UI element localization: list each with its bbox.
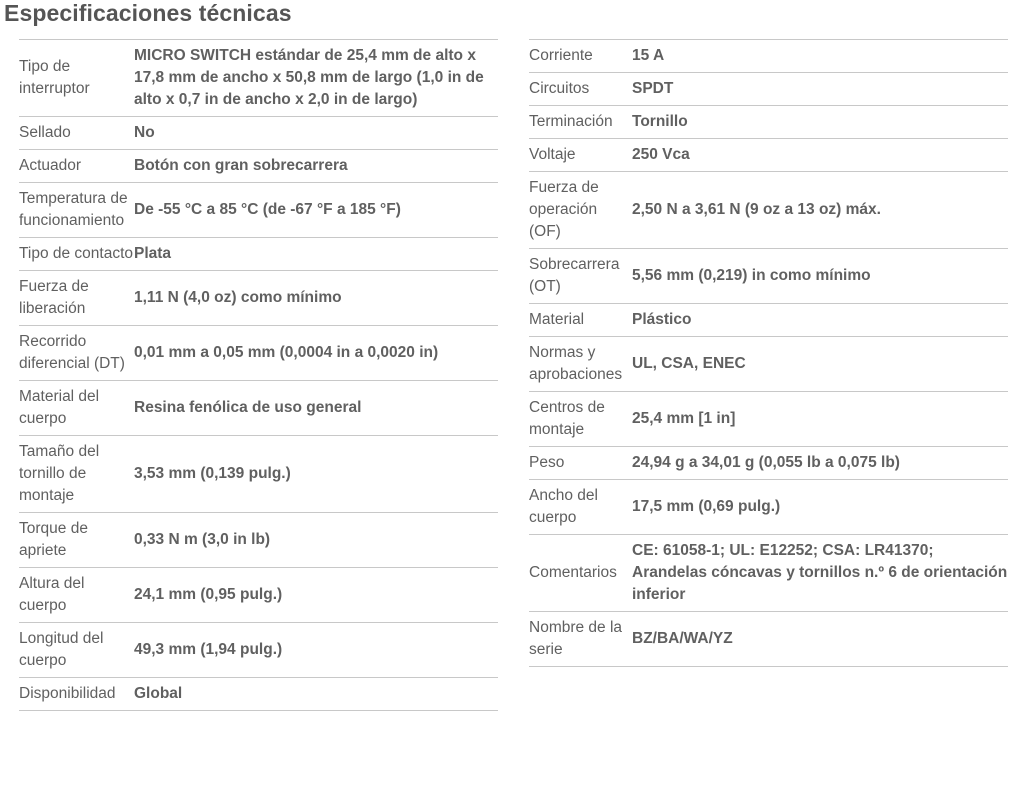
spec-value: 24,1 mm (0,95 pulg.): [134, 568, 498, 623]
spec-row: [529, 337, 1008, 392]
spec-row: [19, 117, 498, 150]
spec-value: Botón con gran sobrecarrera: [134, 150, 498, 183]
spec-row: [19, 381, 498, 436]
spec-label: Fuerza de operación (OF): [529, 172, 632, 249]
spec-value: 0,33 N m (3,0 in lb): [134, 513, 498, 568]
spec-label: Sellado: [19, 117, 134, 150]
spec-label: Circuitos: [529, 73, 632, 106]
spec-label: Actuador: [19, 150, 134, 183]
spec-table-right: [529, 39, 1008, 667]
spec-row: [19, 678, 498, 711]
spec-label: Recorrido diferencial (DT): [19, 326, 134, 381]
spec-label: Altura del cuerpo: [19, 568, 134, 623]
spec-value: 24,94 g a 34,01 g (0,055 lb a 0,075 lb): [632, 447, 1008, 480]
spec-row: [19, 568, 498, 623]
spec-value: 25,4 mm [1 in]: [632, 392, 1008, 447]
spec-value: 2,50 N a 3,61 N (9 oz a 13 oz) máx.: [632, 172, 1008, 249]
spec-row: [19, 326, 498, 381]
spec-label: Tipo de interruptor: [19, 40, 134, 117]
spec-label: Disponibilidad: [19, 678, 134, 711]
spec-label: Centros de montaje: [529, 392, 632, 447]
page-title: Especificaciones técnicas: [4, 0, 292, 26]
spec-row: [529, 535, 1008, 612]
spec-label: Terminación: [529, 106, 632, 139]
spec-label: Normas y aprobaciones: [529, 337, 632, 392]
spec-value: 15 A: [632, 40, 1008, 73]
spec-label: Comentarios: [529, 535, 632, 612]
spec-label: Sobrecarrera (OT): [529, 249, 632, 304]
spec-label: Temperatura de funcionamiento: [19, 183, 134, 238]
spec-label: Material: [529, 304, 632, 337]
spec-value: 3,53 mm (0,139 pulg.): [134, 436, 498, 513]
spec-row: [529, 249, 1008, 304]
spec-table-left: [19, 39, 498, 711]
spec-row: [529, 480, 1008, 535]
spec-row: [19, 623, 498, 678]
spec-label: Voltaje: [529, 139, 632, 172]
spec-value: 0,01 mm a 0,05 mm (0,0004 in a 0,0020 in): [134, 326, 498, 381]
spec-label: Torque de apriete: [19, 513, 134, 568]
spec-label: Peso: [529, 447, 632, 480]
spec-row: [529, 172, 1008, 249]
spec-row: [529, 139, 1008, 172]
spec-value: Global: [134, 678, 498, 711]
spec-row: [529, 73, 1008, 106]
spec-value: UL, CSA, ENEC: [632, 337, 1008, 392]
spec-row: [19, 271, 498, 326]
spec-row: [529, 40, 1008, 73]
spec-label: Tipo de contacto: [19, 238, 134, 271]
spec-value: MICRO SWITCH estándar de 25,4 mm de alto x 17,8 mm de ancho x 50,8 mm de largo (1,0 in de alto x 0,7 in de ancho x 2,0 in de largo): [134, 40, 498, 117]
spec-label: Ancho del cuerpo: [529, 480, 632, 535]
spec-column-left: [19, 39, 498, 711]
spec-value: SPDT: [632, 73, 1008, 106]
spec-label: Material del cuerpo: [19, 381, 134, 436]
spec-row: [529, 304, 1008, 337]
spec-value: 250 Vca: [632, 139, 1008, 172]
spec-value: 1,11 N (4,0 oz) como mínimo: [134, 271, 498, 326]
spec-row: [529, 447, 1008, 480]
spec-row: [19, 183, 498, 238]
spec-row: [19, 513, 498, 568]
spec-label: Nombre de la serie: [529, 612, 632, 667]
spec-row: [529, 392, 1008, 447]
spec-row: [529, 106, 1008, 139]
spec-value: BZ/BA/WA/YZ: [632, 612, 1008, 667]
spec-value: 17,5 mm (0,69 pulg.): [632, 480, 1008, 535]
spec-row: [19, 150, 498, 183]
spec-row: [19, 238, 498, 271]
spec-value: 5,56 mm (0,219) in como mínimo: [632, 249, 1008, 304]
spec-value: Plástico: [632, 304, 1008, 337]
spec-row: [529, 612, 1008, 667]
spec-value: No: [134, 117, 498, 150]
spec-label: Tamaño del tornillo de montaje: [19, 436, 134, 513]
spec-row: [19, 436, 498, 513]
spec-value: Tornillo: [632, 106, 1008, 139]
spec-column-right: [529, 39, 1008, 667]
spec-value: Plata: [134, 238, 498, 271]
spec-label: Fuerza de liberación: [19, 271, 134, 326]
spec-label: Corriente: [529, 40, 632, 73]
spec-value: De -55 °C a 85 °C (de -67 °F a 185 °F): [134, 183, 498, 238]
spec-row: [19, 40, 498, 117]
spec-label: Longitud del cuerpo: [19, 623, 134, 678]
spec-value: CE: 61058-1; UL: E12252; CSA: LR41370; Arandelas cóncavas y tornillos n.º 6 de orientación inferior: [632, 535, 1008, 612]
spec-value: Resina fenólica de uso general: [134, 381, 498, 436]
spec-value: 49,3 mm (1,94 pulg.): [134, 623, 498, 678]
